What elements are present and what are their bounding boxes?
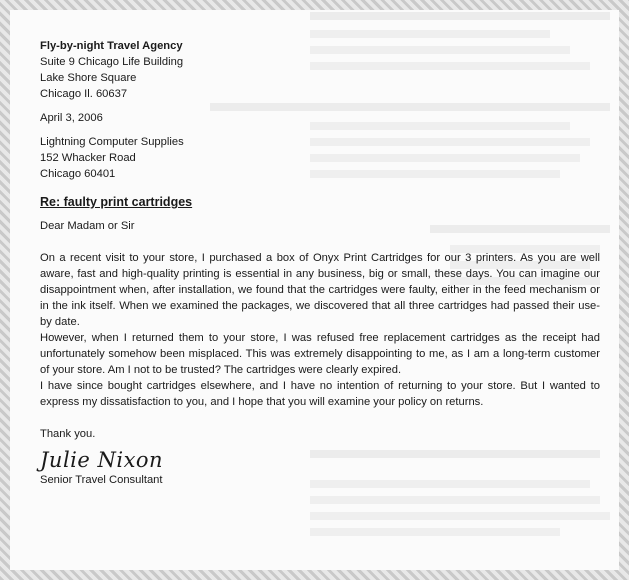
sender-address-line2: Lake Shore Square <box>40 72 137 84</box>
sender-address-line1: Suite 9 Chicago Life Building <box>40 56 184 68</box>
letter-body <box>40 38 600 488</box>
salutation: Dear Madam or Sir <box>40 220 135 232</box>
recipient-address-line2: Chicago 60401 <box>40 168 116 180</box>
sender-address-line3: Chicago Il. 60637 <box>40 88 128 100</box>
subject-line: Re: faulty print cartridges <box>40 195 193 209</box>
sender-company: Fly-by-night Travel Agency <box>40 40 183 52</box>
recipient-company: Lightning Computer Supplies <box>40 136 184 148</box>
body-paragraph-2: However, when I returned them to your store, I was refused free replacement cartridges as the receipt had unfortunately somehow been misplaced. This was extremely disappointing to me, as I am a long-term customer of your store. Am I not to be trusted? The cartridges were clearly expired. <box>40 332 600 376</box>
body-paragraph-1: On a recent visit to your store, I purchased a box of Onyx Print Cartridges for our 3 printers. As you are well aware, fast and high-quality printing is essential in any business, big or small, these days. You can imagine our disappointment when, after installation, we found that the cartridges were faulty, either in the feed mechanism or in the ink itself. When we examined the packages, we discovered that all three cartridges had passed their use-by date. <box>40 252 600 328</box>
handwritten-signature: Julie Nixon <box>40 448 164 472</box>
body-paragraph-3: I have since bought cartridges elsewhere, and I have no intention of returning to your store. But I wanted to express my dissatisfaction to you, and I hope that you will examine your policy on returns. <box>40 380 600 408</box>
signer-title: Senior Travel Consultant <box>40 474 163 486</box>
letter-page <box>10 10 619 570</box>
recipient-address-line1: 152 Whacker Road <box>40 152 136 164</box>
closing: Thank you. <box>40 428 96 440</box>
letter-date: April 3, 2006 <box>40 112 103 124</box>
